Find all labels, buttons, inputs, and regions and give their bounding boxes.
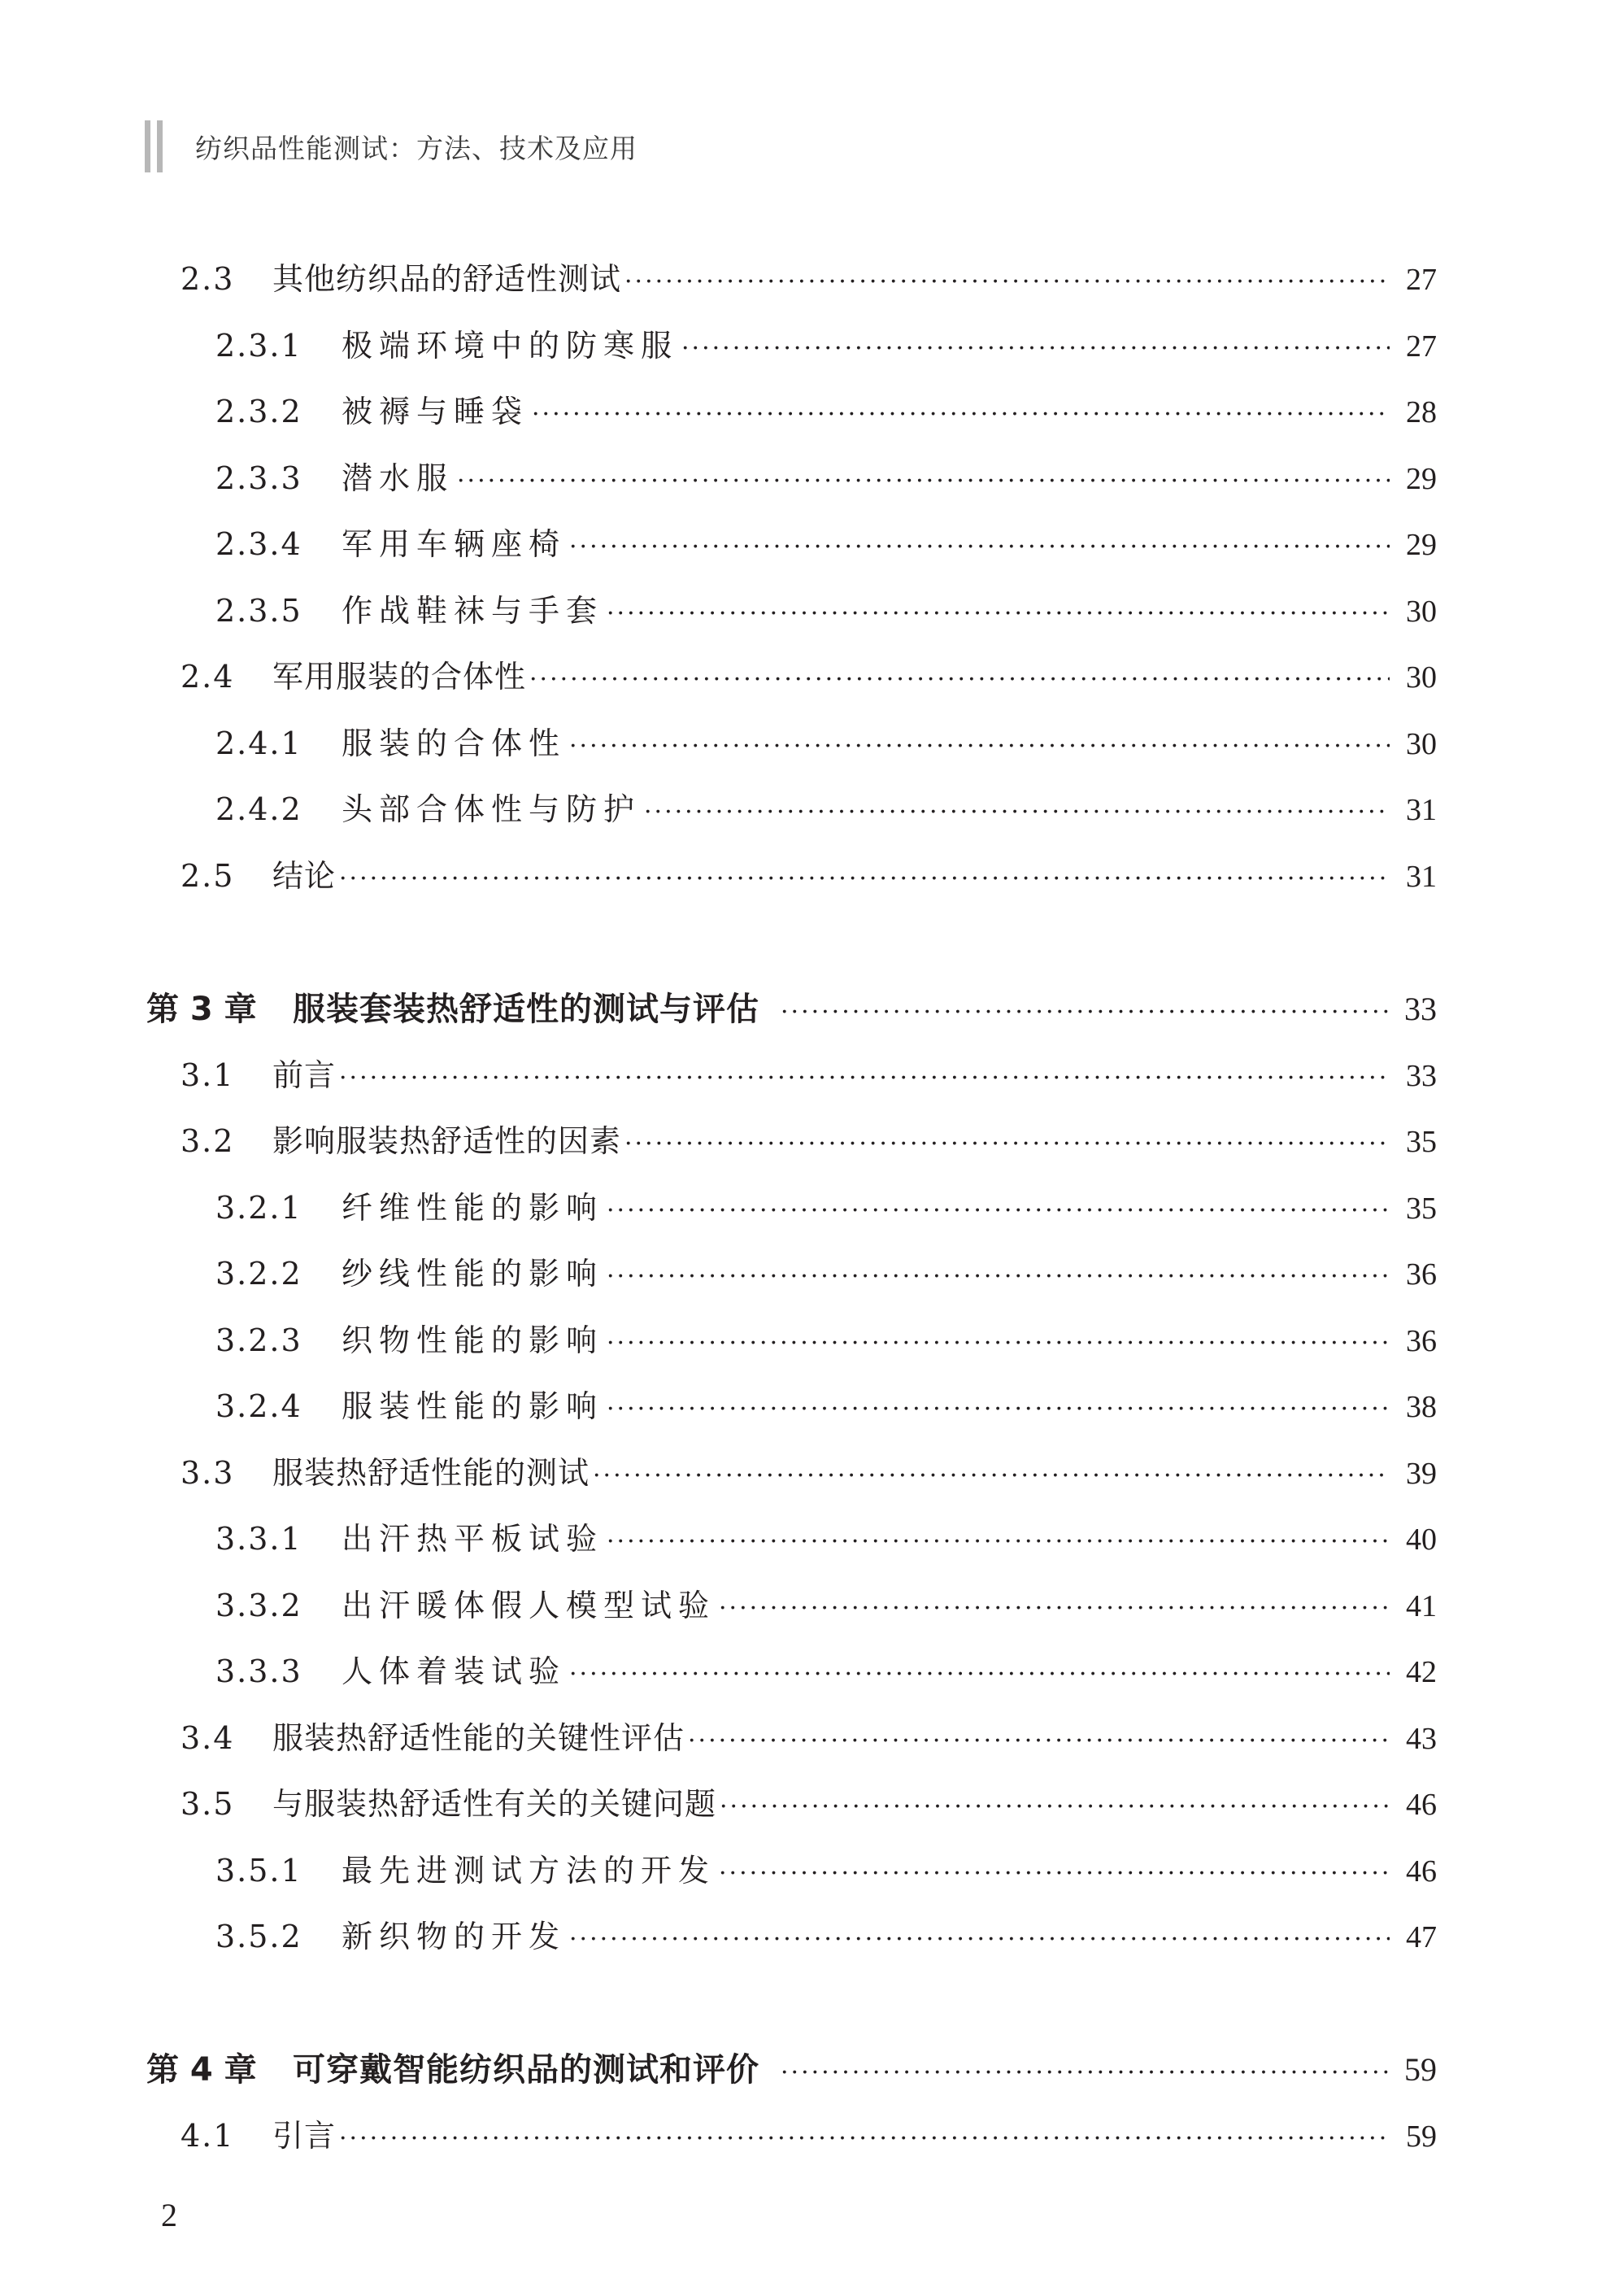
dot-leader <box>607 1395 1390 1423</box>
toc-entry[interactable] <box>215 1514 1437 1559</box>
toc-entry-title: 潜水服 <box>342 460 455 496</box>
toc-entry-page: 29 <box>1406 462 1437 496</box>
toc-entry[interactable] <box>215 1845 1437 1891</box>
toc-entry-page: 47 <box>1406 1920 1437 1954</box>
toc-entry[interactable] <box>181 1779 1437 1824</box>
dot-leader <box>339 1064 1390 1092</box>
dot-leader <box>607 1527 1390 1556</box>
toc-entry-title: 服装的合体性 <box>342 725 567 761</box>
toc-entry-title: 服装性能的影响 <box>342 1388 604 1424</box>
toc-entry[interactable] <box>215 519 1437 564</box>
dot-leader <box>719 1859 1390 1888</box>
toc-entry-page: 41 <box>1406 1589 1437 1623</box>
toc-entry-title: 军用车辆座椅 <box>342 526 567 562</box>
toc-entry[interactable] <box>215 320 1437 366</box>
toc-entry[interactable] <box>215 1580 1437 1626</box>
toc-entry-title: 前言 <box>272 1057 337 1093</box>
toc-entry-title: 与服装热舒适性有关的关键问题 <box>272 1786 717 1822</box>
toc-entry[interactable] <box>215 1248 1437 1294</box>
toc-entry-title: 作战鞋袜与手套 <box>342 593 604 629</box>
toc-entry-page: 36 <box>1406 1257 1437 1292</box>
toc-entry-number: 3.3.2 <box>215 1588 302 1623</box>
toc-entry[interactable] <box>215 1381 1437 1427</box>
page-number: 2 <box>161 2197 177 2233</box>
toc-entry-page: 35 <box>1406 1192 1437 1226</box>
toc-entry-number: 2.3 <box>181 261 235 297</box>
toc-entry-title: 出汗暖体假人模型试验 <box>342 1588 716 1623</box>
toc-entry-number: 2.3.3 <box>215 460 302 496</box>
dot-leader <box>569 1660 1390 1688</box>
toc-entry-number: 3.3.1 <box>215 1521 302 1557</box>
toc-chapter-entry[interactable] <box>146 983 1437 1029</box>
toc-entry-page: 46 <box>1406 1788 1437 1822</box>
toc-entry-page: 31 <box>1406 793 1437 827</box>
dot-leader <box>644 798 1390 826</box>
toc-entry[interactable] <box>215 386 1437 432</box>
toc-entry-number: 3.5.2 <box>215 1919 302 1954</box>
toc-entry-title: 服装热舒适性能的测试 <box>272 1455 590 1491</box>
toc-entry-page: 39 <box>1406 1457 1437 1491</box>
header-bar <box>145 120 150 172</box>
dot-leader <box>339 865 1390 893</box>
toc-entry-title: 纤维性能的影响 <box>342 1190 604 1226</box>
toc-entry-title: 影响服装热舒适性的因素 <box>272 1123 622 1159</box>
toc-entry[interactable] <box>181 2111 1437 2156</box>
dot-leader <box>339 2124 1390 2153</box>
toc-entry-number: 2.4.1 <box>215 725 302 761</box>
toc-entry[interactable] <box>181 1116 1437 1161</box>
dot-leader <box>607 599 1390 628</box>
toc-entry-title: 结论 <box>272 858 337 894</box>
toc-entry-title: 被褥与睡袋 <box>342 394 529 429</box>
dot-leader <box>624 1130 1390 1158</box>
dot-leader <box>688 1727 1390 1755</box>
toc-entry-page: 36 <box>1406 1324 1437 1358</box>
chapter-title: 服装套装热舒适性的测试与评估 <box>293 991 759 1028</box>
toc-entry-number: 3.2.4 <box>215 1388 302 1424</box>
toc-entry-number: 2.3.5 <box>215 593 302 629</box>
toc-entry-page: 30 <box>1406 660 1437 695</box>
dot-leader <box>624 268 1390 296</box>
toc-entry-number: 2.3.1 <box>215 328 302 364</box>
toc-entry-title: 纱线性能的影响 <box>342 1256 604 1292</box>
toc-entry-page: 28 <box>1406 395 1437 429</box>
toc-entry[interactable] <box>181 254 1437 299</box>
toc-entry[interactable] <box>181 851 1437 896</box>
toc-entry-title: 其他纺织品的舒适性测试 <box>272 261 622 297</box>
toc-entry-title: 人体着装试验 <box>342 1653 567 1689</box>
dot-leader <box>457 467 1390 495</box>
dot-leader <box>607 1196 1390 1225</box>
toc-entry-number: 3.3 <box>181 1455 235 1491</box>
toc-entry[interactable] <box>181 651 1437 697</box>
chapter-title: 可穿戴智能纺织品的测试和评价 <box>293 2051 759 2089</box>
toc-entry-title: 极端环境中的防寒服 <box>342 328 679 364</box>
toc-entry-page: 40 <box>1406 1523 1437 1557</box>
toc-entry[interactable] <box>215 586 1437 631</box>
toc-entry-page: 59 <box>1406 2120 1437 2154</box>
toc-entry-title: 织物性能的影响 <box>342 1322 604 1358</box>
dot-leader <box>781 2059 1390 2087</box>
dot-leader <box>532 400 1390 429</box>
dot-leader <box>720 1793 1390 1821</box>
toc-entry[interactable] <box>215 1315 1437 1361</box>
toc-entry[interactable] <box>215 1646 1437 1692</box>
book-title: 纺织品性能测试：方法、技术及应用 <box>195 132 637 164</box>
toc-entry-title: 出汗热平板试验 <box>342 1521 604 1557</box>
toc-entry-number: 3.3.3 <box>215 1653 302 1689</box>
toc-entry-number: 3.5 <box>181 1786 235 1822</box>
toc-entry-number: 2.4 <box>181 659 235 695</box>
toc-entry[interactable] <box>181 1713 1437 1758</box>
toc-entry-number: 2.5 <box>181 858 235 894</box>
toc-entry-page: 27 <box>1406 329 1437 364</box>
toc-entry-page: 27 <box>1406 263 1437 297</box>
toc-entry-page: 31 <box>1406 860 1437 894</box>
toc-chapter-entry[interactable] <box>146 2044 1437 2089</box>
running-header <box>145 120 637 172</box>
toc-entry-page: 33 <box>1406 1059 1437 1093</box>
toc-entry-page: 59 <box>1404 2051 1437 2088</box>
dot-leader <box>607 1329 1390 1357</box>
toc-entry-page: 42 <box>1406 1655 1437 1689</box>
toc-entry-page: 30 <box>1406 595 1437 629</box>
toc-entry-page: 46 <box>1406 1854 1437 1889</box>
toc-entry[interactable] <box>181 1448 1437 1493</box>
toc-entry-number: 3.1 <box>181 1057 235 1093</box>
toc-entry[interactable] <box>215 1183 1437 1228</box>
toc-entry[interactable] <box>215 784 1437 830</box>
toc-entry-number: 3.2 <box>181 1123 235 1159</box>
dot-leader <box>569 533 1390 561</box>
toc-entry-number: 2.3.4 <box>215 526 302 562</box>
dot-leader <box>681 334 1390 363</box>
dot-leader <box>593 1462 1390 1490</box>
toc-entry[interactable] <box>215 718 1437 764</box>
toc-entry-page: 30 <box>1406 727 1437 761</box>
toc-entry-title: 服装热舒适性能的关键性评估 <box>272 1720 685 1756</box>
toc-entry-page: 29 <box>1406 528 1437 562</box>
toc-entry-title: 新织物的开发 <box>342 1919 567 1954</box>
toc-entry-number: 2.4.2 <box>215 791 302 827</box>
dot-leader <box>569 732 1390 760</box>
toc-entry-page: 35 <box>1406 1125 1437 1159</box>
dot-leader <box>781 998 1390 1026</box>
toc-entry-title: 最先进测试方法的开发 <box>342 1853 716 1889</box>
toc-entry-page: 33 <box>1404 991 1437 1027</box>
toc-entry-number: 3.4 <box>181 1720 235 1756</box>
toc-entry-number: 4.1 <box>181 2118 235 2154</box>
dot-leader <box>569 1925 1390 1954</box>
header-bar <box>157 120 163 172</box>
toc-entry[interactable] <box>181 1050 1437 1096</box>
toc-entry-number: 3.5.1 <box>215 1853 302 1889</box>
dot-leader <box>719 1594 1390 1623</box>
toc-entry-number: 3.2.3 <box>215 1322 302 1358</box>
toc-entry-number: 3.2.1 <box>215 1190 302 1226</box>
toc-entry-page: 38 <box>1406 1390 1437 1424</box>
header-decoration <box>145 120 163 172</box>
toc-entry[interactable] <box>215 1911 1437 1957</box>
toc-entry-number: 2.3.2 <box>215 394 302 429</box>
toc-entry-title: 引言 <box>272 2118 337 2154</box>
toc-entry[interactable] <box>215 453 1437 499</box>
toc-entry-page: 43 <box>1406 1722 1437 1756</box>
toc-entry-title: 军用服装的合体性 <box>272 659 527 695</box>
chapter-number: 第 4 章 <box>146 2051 257 2089</box>
chapter-number: 第 3 章 <box>146 991 257 1028</box>
toc-entry-number: 3.2.2 <box>215 1256 302 1292</box>
toc-entry-title: 头部合体性与防护 <box>342 791 642 827</box>
dot-leader <box>607 1262 1390 1291</box>
dot-leader <box>529 665 1390 694</box>
